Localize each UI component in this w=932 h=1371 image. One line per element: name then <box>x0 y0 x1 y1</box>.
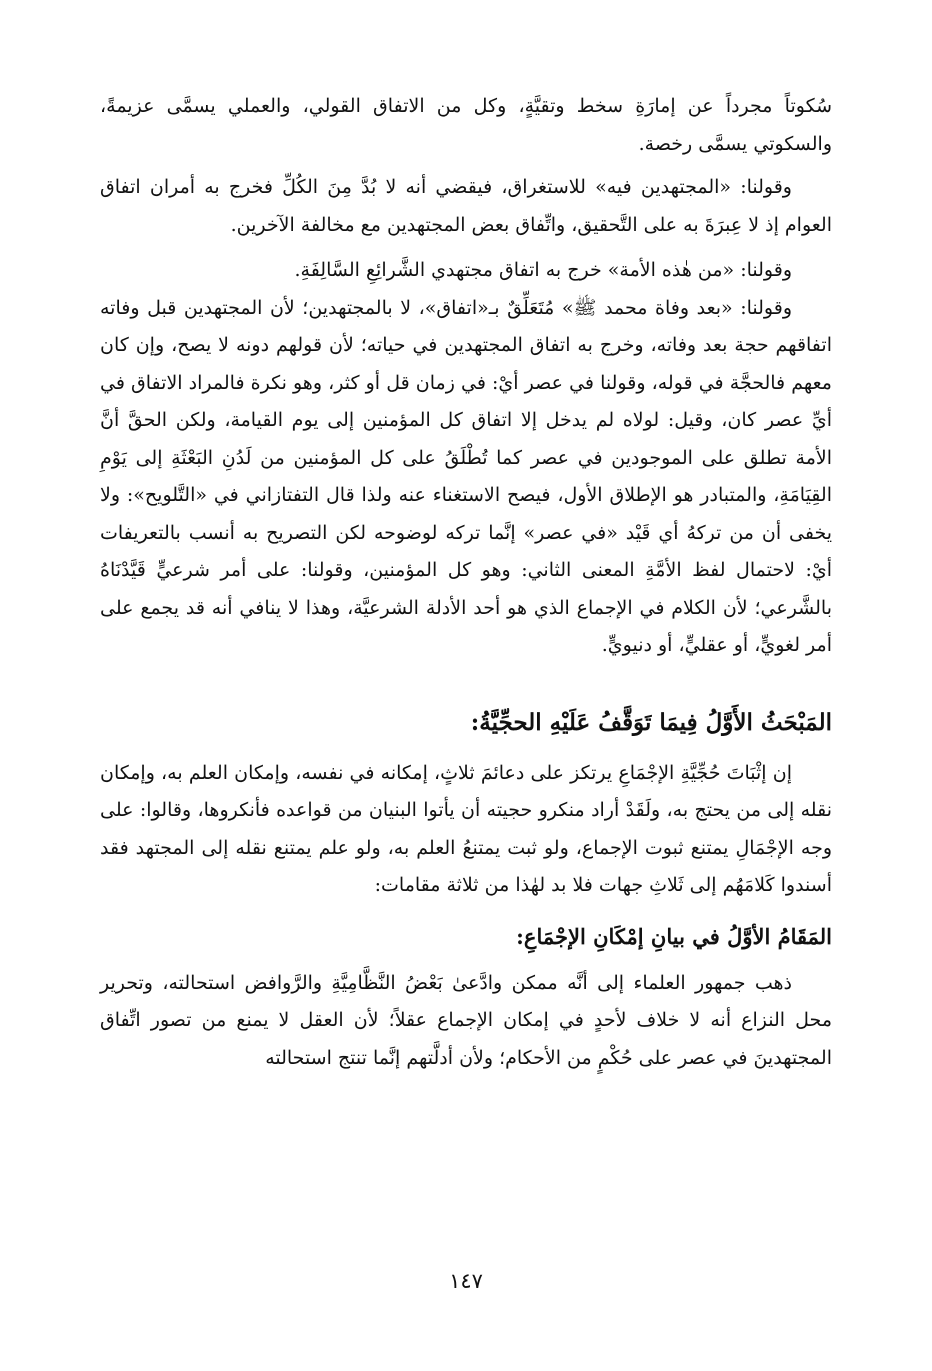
section-heading: المَبْحَثُ الأَوَّلُ فِيمَا تَوَقَّفُ عَلَيْهِ الحجِّيَّةُ: <box>470 708 832 736</box>
paragraph-continuation: سُكوتاً مجرداً عن إمارَةِ سخط وتقيَّةٍ، وكل من الاتفاق القولي، والعملي يسمَّى عزيمةً، والسكوتي يسمَّى رخصة. <box>100 95 832 155</box>
page-number: ١٤٧ <box>449 1269 483 1293</box>
subsection-heading: المَقَامُ الأوَّلُ في بيانِ إمْكَانِ الإجْمَاعِ: <box>516 923 832 949</box>
paragraph-after-death: وقولنا: «بعد وفاة محمد ﷺ» مُتَعَلِّقٌ بـ«اتفاق»، لا بالمجتهدين؛ لأن المجتهدين قبل وفاته اتفاقهم حجة بعد وفاته، وخرج به اتفاق المجتهدين في حياته؛ لأن قولهم دونه لا يصح، وإن كان معهم فالحجَّة في قوله، وقولنا في عصر أيْ: في زمان قل أو كثر، وهو نكرة فالمراد الاتفاق في أيِّ عصر كان، وقيل: لولاه لم يدخل إلا اتفاق كل المؤمنين إلى يوم القيامة، ولكن الحقَّ أنَّ الأمة تطلق على الموجودين في عصر كما تُطْلَقُ على كل المؤمنين من لَدُنِ البَعْثَةِ إلى يَوْمِ القِيَامَةِ، والمتبادر هو الإطلاق الأول، فيصح الاستغناء عنه ولذا قال التفتازاني في «التَّلويح»: ولا يخفى أن من تركهُ أي قَيْد «في عصر» إنَّما تركه لوضوحه لكن التصريح به أنسب بالتعريفات أيْ: لاحتمال لفظ الأمَّةِ المعنى الثاني: وهو كل المؤمنين، وقولنا: على أمر شرعيٍّ قَيَّدْنَاهُ بالشَّرعي؛ لأن الكلام في الإجماع الذي هو أحد الأدلة الشرعيَّة، وهذا لا ينافي أنه قد يجمع على أمر لغويٍّ، أو عقليٍّ، أو دنيويٍّ. <box>100 296 832 656</box>
paragraph-umma: وقولنا: «من هٰذه الأمة» خرج به اتفاق مجتهدي الشَّرائِعِ السَّالِفَةِ. <box>294 259 792 281</box>
paragraph-mujtahidin: وقولنا: «المجتهدين فيه» للاستغراق، فيقضي أنه لا بُدَّ مِنَ الكُلِّ فخرج به أمران اتفاق العوام إذ لا عِبرَةَ به على التَّحقيق، واتِّفاق بعض المجتهدين مع مخالفة الآخرين. <box>100 176 832 236</box>
subsection-paragraph: ذهب جمهور العلماء إلى أنَّه ممكن وادَّعىٰ بَعْضُ النَّظَّامِيَّةِ والرَّوافض استحالته، وتحرير محل النزاع أنه لا خلاف لأحدٍ في إمكان الإجماع عقلاً؛ لأن العقل لا يمنع من تصور اتِّفاق المجتهدينَ في عصر على حُكْمٍ من الأحكام؛ ولأن أدلَّتهم إنَّما تنتج استحالته <box>100 971 832 1069</box>
section-paragraph: إن إثْبَاتَ حُجِّيَّةِ الإجْمَاعِ يرتكز على دعائمَ ثلاثٍ، إمكانه في نفسه، وإمكان العلم به، وإمكان نقله إلى من يحتج به، ولَقَدْ أراد منكرو حجيته أن يأتوا البنيان من قواعده فأنكروها، وقالوا: على وجه الإجْمَالِ يمتنع ثبوت الإجماع، ولو ثبت يمتنعُ العلم به، ولو علم يمتنع نقله إلى المجتهد فقد أسندوا كَلامَهُم إلى ثَلاثِ جهات فلا بد لهٰذا من ثلاثة مقامات: <box>100 761 832 896</box>
